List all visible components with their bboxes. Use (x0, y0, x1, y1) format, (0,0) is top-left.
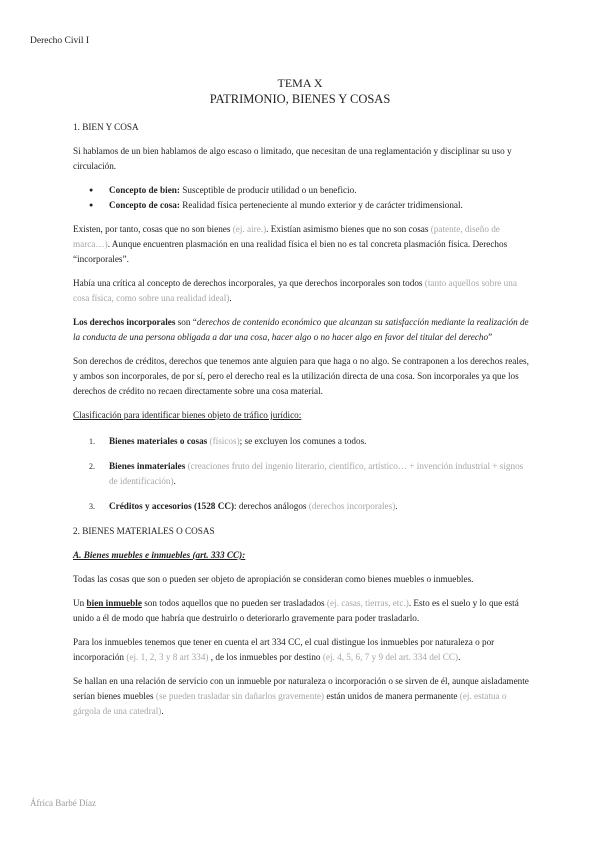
article-ref: (1528 CC) (191, 501, 235, 511)
topic-number: TEMA X (277, 76, 323, 90)
paragraph-bien-inmueble (73, 596, 533, 626)
term: bien inmueble (86, 598, 142, 608)
text: Existen, por tanto, cosas que no son bienes (73, 224, 233, 234)
definition: Realidad física perteneciente al mundo exterior y de carácter tridimensional. (179, 200, 463, 210)
paragraph-muebles-inmuebles: Todas las cosas que son o pueden ser objeto de apropiación se consideran como bienes muebles o inmuebles. (73, 574, 474, 584)
example-note: (derechos incorporales) (308, 501, 396, 511)
paragraph-bien-definition: Si hablamos de un bien hablamos de algo escaso o limitado, que necesitan de una reglamentación y disciplinar su uso y circulación. (73, 146, 512, 171)
text: . (395, 501, 398, 511)
example-note: (ej. casas, tierras, etc.) (326, 598, 409, 608)
text: . (458, 652, 461, 662)
term: Bienes inmateriales (109, 461, 186, 471)
text: : derechos análogos (234, 501, 309, 511)
paragraph-derechos-incorporales (73, 315, 533, 345)
subsection-heading: A. Bienes muebles e inmuebles (art. 333 CC): (73, 550, 246, 560)
section-heading-1: 1. BIEN Y COSA (73, 122, 139, 132)
concept-list (73, 183, 533, 213)
text: son todos aquellos que no pueden ser trasladados (141, 598, 327, 608)
text: . Aunque encuentren plasmación en una realidad física el bien no es tal concreta plasmación física. Derechos “incorporales”. (73, 239, 508, 264)
term: Concepto de cosa: (109, 200, 180, 210)
list-item (73, 198, 533, 213)
text: . (161, 706, 164, 716)
list-item (73, 459, 533, 489)
example-note: (ej. estatua o gárgola de una catedral) (73, 691, 507, 716)
item-number: 1. (89, 437, 95, 446)
text: . (173, 476, 176, 486)
term: Bienes materiales o cosas (109, 436, 208, 446)
paragraph-critica (73, 276, 533, 306)
example-note: (se pueden trasladar sin dañarlos gravemente) (155, 691, 325, 701)
running-header: Derecho Civil I (30, 36, 90, 46)
text: Para los inmuebles tenemos que tener en cuenta el art 334 CC, el cual distingue los inmuebles por naturaleza o por incorporación (73, 637, 495, 662)
list-item (73, 434, 533, 449)
document-body (73, 120, 533, 728)
text: . Existían asimismo bienes que no son cosas (266, 224, 431, 234)
term: Concepto de bien: (109, 185, 180, 195)
text: ; se excluyen los comunes a todos. (239, 436, 367, 446)
footer-author: África Barbé Díaz (30, 798, 96, 808)
text: , de los inmuebles por destino (208, 652, 323, 662)
text: . Esto es el suelo y lo que está unido a él de modo que habría que destruirlo o deteriorarlo gravemente para poder trasladarlo. (73, 598, 519, 623)
definition: Susceptible de producir utilidad o un beneficio. (179, 185, 357, 195)
text: Un (73, 598, 87, 608)
term: Créditos y accesorios (109, 501, 192, 511)
text: . (229, 293, 232, 303)
paragraph-creditos: Son derechos de créditos, derechos que tenemos ante alguien para que haga o no algo. Se contraponen a los derechos reales, y ambos son incorporales, de por sí, pero el derecho real es la utilización directa de una cosa. Son incorporales ya que los derechos de crédito no recaen directamente sobre una cosa material. (73, 356, 529, 396)
list-item (73, 183, 533, 198)
example-note: (tanto aquellos sobre una cosa física, como sobre una realidad ideal) (73, 278, 517, 303)
paragraph-cosas-bienes (73, 222, 533, 267)
text: Se hallan en una relación de servicio con un inmueble por naturaleza o incorporación o se sirven de él, aunque aisladamente serían bienes muebles (73, 676, 529, 701)
paragraph-art-334 (73, 635, 533, 665)
item-number: 2. (89, 462, 95, 471)
paragraph-relacion-servicio (73, 674, 533, 719)
classification-heading: Clasificación para identificar bienes objeto de tráfico jurídico: (73, 410, 302, 420)
page-title: PATRIMONIO, BIENES Y COSAS (209, 92, 391, 106)
text: son “ (175, 317, 197, 327)
example-note: (patente, diseño de marca…) (73, 224, 500, 249)
list-item (73, 499, 533, 514)
text: ” (488, 332, 493, 342)
text: Había una crítica al concepto de derechos incorporales, ya que derechos incorporales son todos (73, 278, 425, 288)
example-note: (creaciones fruto del ingenio literario, científico, artístico… + invención industrial + signos de identificación) (109, 461, 524, 486)
classification-list (73, 434, 533, 514)
example-note: (ej. aire.) (232, 224, 267, 234)
example-note: (físicos) (207, 436, 240, 446)
term: Los derechos incorporales (73, 317, 176, 327)
text: están unidos de manera permanente (324, 691, 460, 701)
quote: derechos de contenido económico que alcanzan su satisfacción mediante la realización de la conducta de una persona obligada a dar una cosa, hacer algo o no hacer algo en favor del titular del derecho (73, 317, 529, 342)
example-note: (ej. 4, 5, 6, 7 y 9 del art. 334 del CC) (322, 652, 459, 662)
example-note: (ej. 1, 2, 3 y 8 art 334) (126, 652, 209, 662)
section-heading-2: 2. BIENES MATERIALES O COSAS (73, 526, 215, 536)
item-number: 3. (89, 502, 95, 511)
